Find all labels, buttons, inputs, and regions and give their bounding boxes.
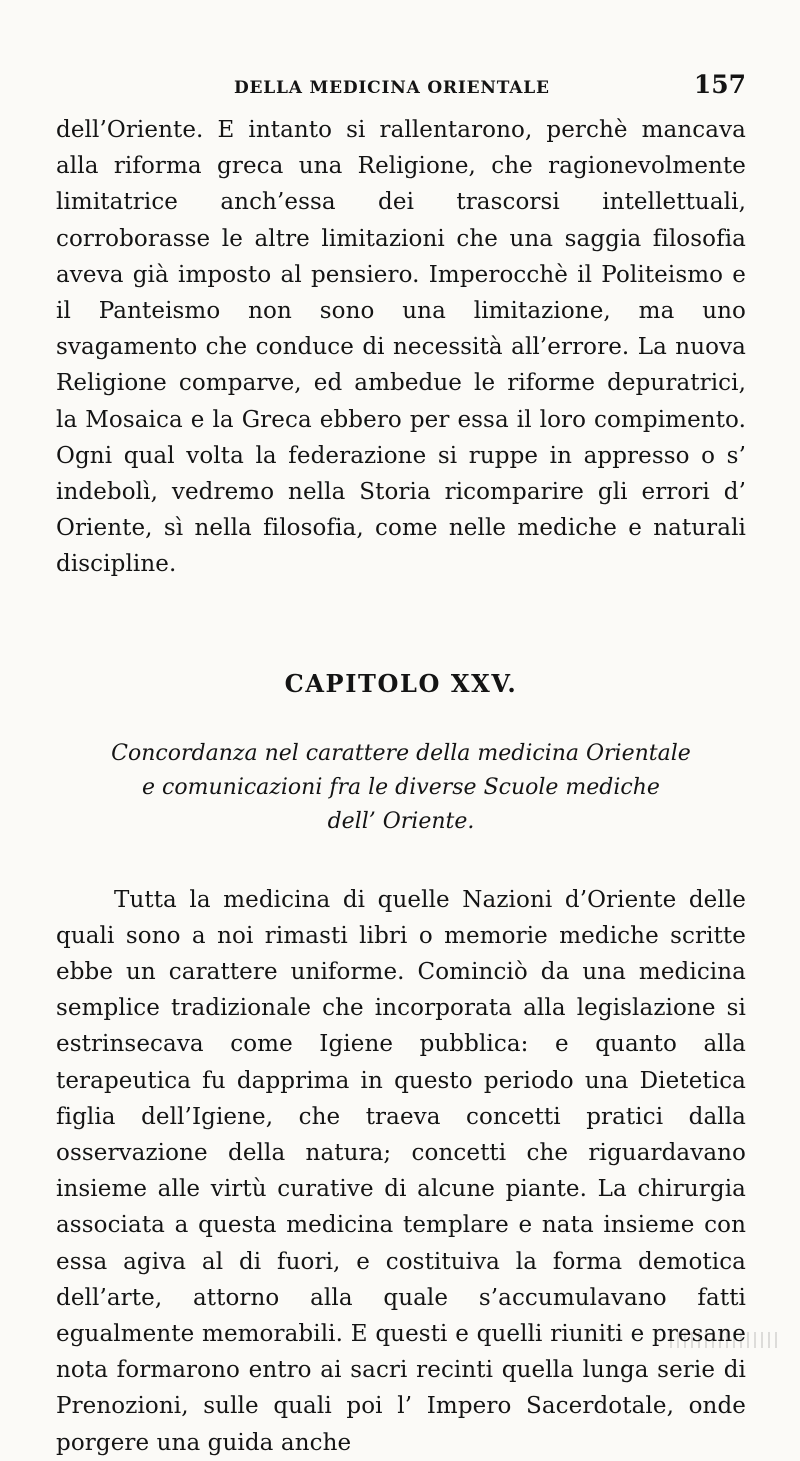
chapter-title: CAPITOLO XXV.	[284, 668, 518, 698]
summary-line-1: Concordanza nel carattere della medicina Orientale	[111, 740, 691, 766]
summary-line-3: dell’ Oriente.	[327, 808, 475, 834]
paper-bleed-through	[670, 1332, 780, 1348]
page-number: 157	[693, 70, 746, 99]
main-paragraph: Tutta la medicina di quelle Nazioni d’Oriente delle quali sono a noi rimasti libri o memorie mediche scritte ebbe un carattere uniforme. Cominciò da una medicina semplice tradizionale che incorporata alla legislazione si estrinsecava come Igiene pubblica: e quanto alla terapeutica fu dapprima in questo periodo una Dietetica figlia dell’Igiene, che traeva concetti pratici dalla osservazione della natura; concetti che riguardavano insieme alle virtù curative di alcune piante. La chirurgia associata a questa medicina templare e nata insieme con essa agiva al di fuori, e costituiva la forma demotica dell’arte, attorno alla quale s’accumulavano fatti egualmente memorabili. E questi e quelli riuniti e presane nota formarono entro ai sacri recinti quella lunga serie di Prenozioni, sulle quali poi l’ Impero Sacerdotale, onde porgere una guida anche	[56, 886, 746, 1456]
continuation-paragraph: dell’Oriente. E intanto si rallentarono, perchè mancava alla riforma greca una Religione, che ragionevolmente limitatrice anch’essa dei trascorsi intellettuali, corroborasse le altre limitazioni che una saggia filosofia aveva già imposto al pensiero. Imperocchè il Politeismo e il Panteismo non sono una limitazione, ma uno svagamento che conduce di necessità all’errore. La nuova Religione comparve, ed ambedue le riforme depuratrici, la Mosaica e la Greca ebbero per essa il loro compimento. Ogni qual volta la federazione si ruppe in appresso o s’ indebolì, vedremo nella Storia ricomparire gli errori d’ Oriente, sì nella filosofia, come nelle mediche e naturali discipline.	[56, 117, 746, 578]
summary-line-2: e comunicazioni fra le diverse Scuole mediche	[142, 774, 660, 800]
running-title: DELLA MEDICINA ORIENTALE	[234, 78, 550, 98]
chapter-summary	[56, 737, 746, 839]
running-head	[56, 70, 746, 108]
